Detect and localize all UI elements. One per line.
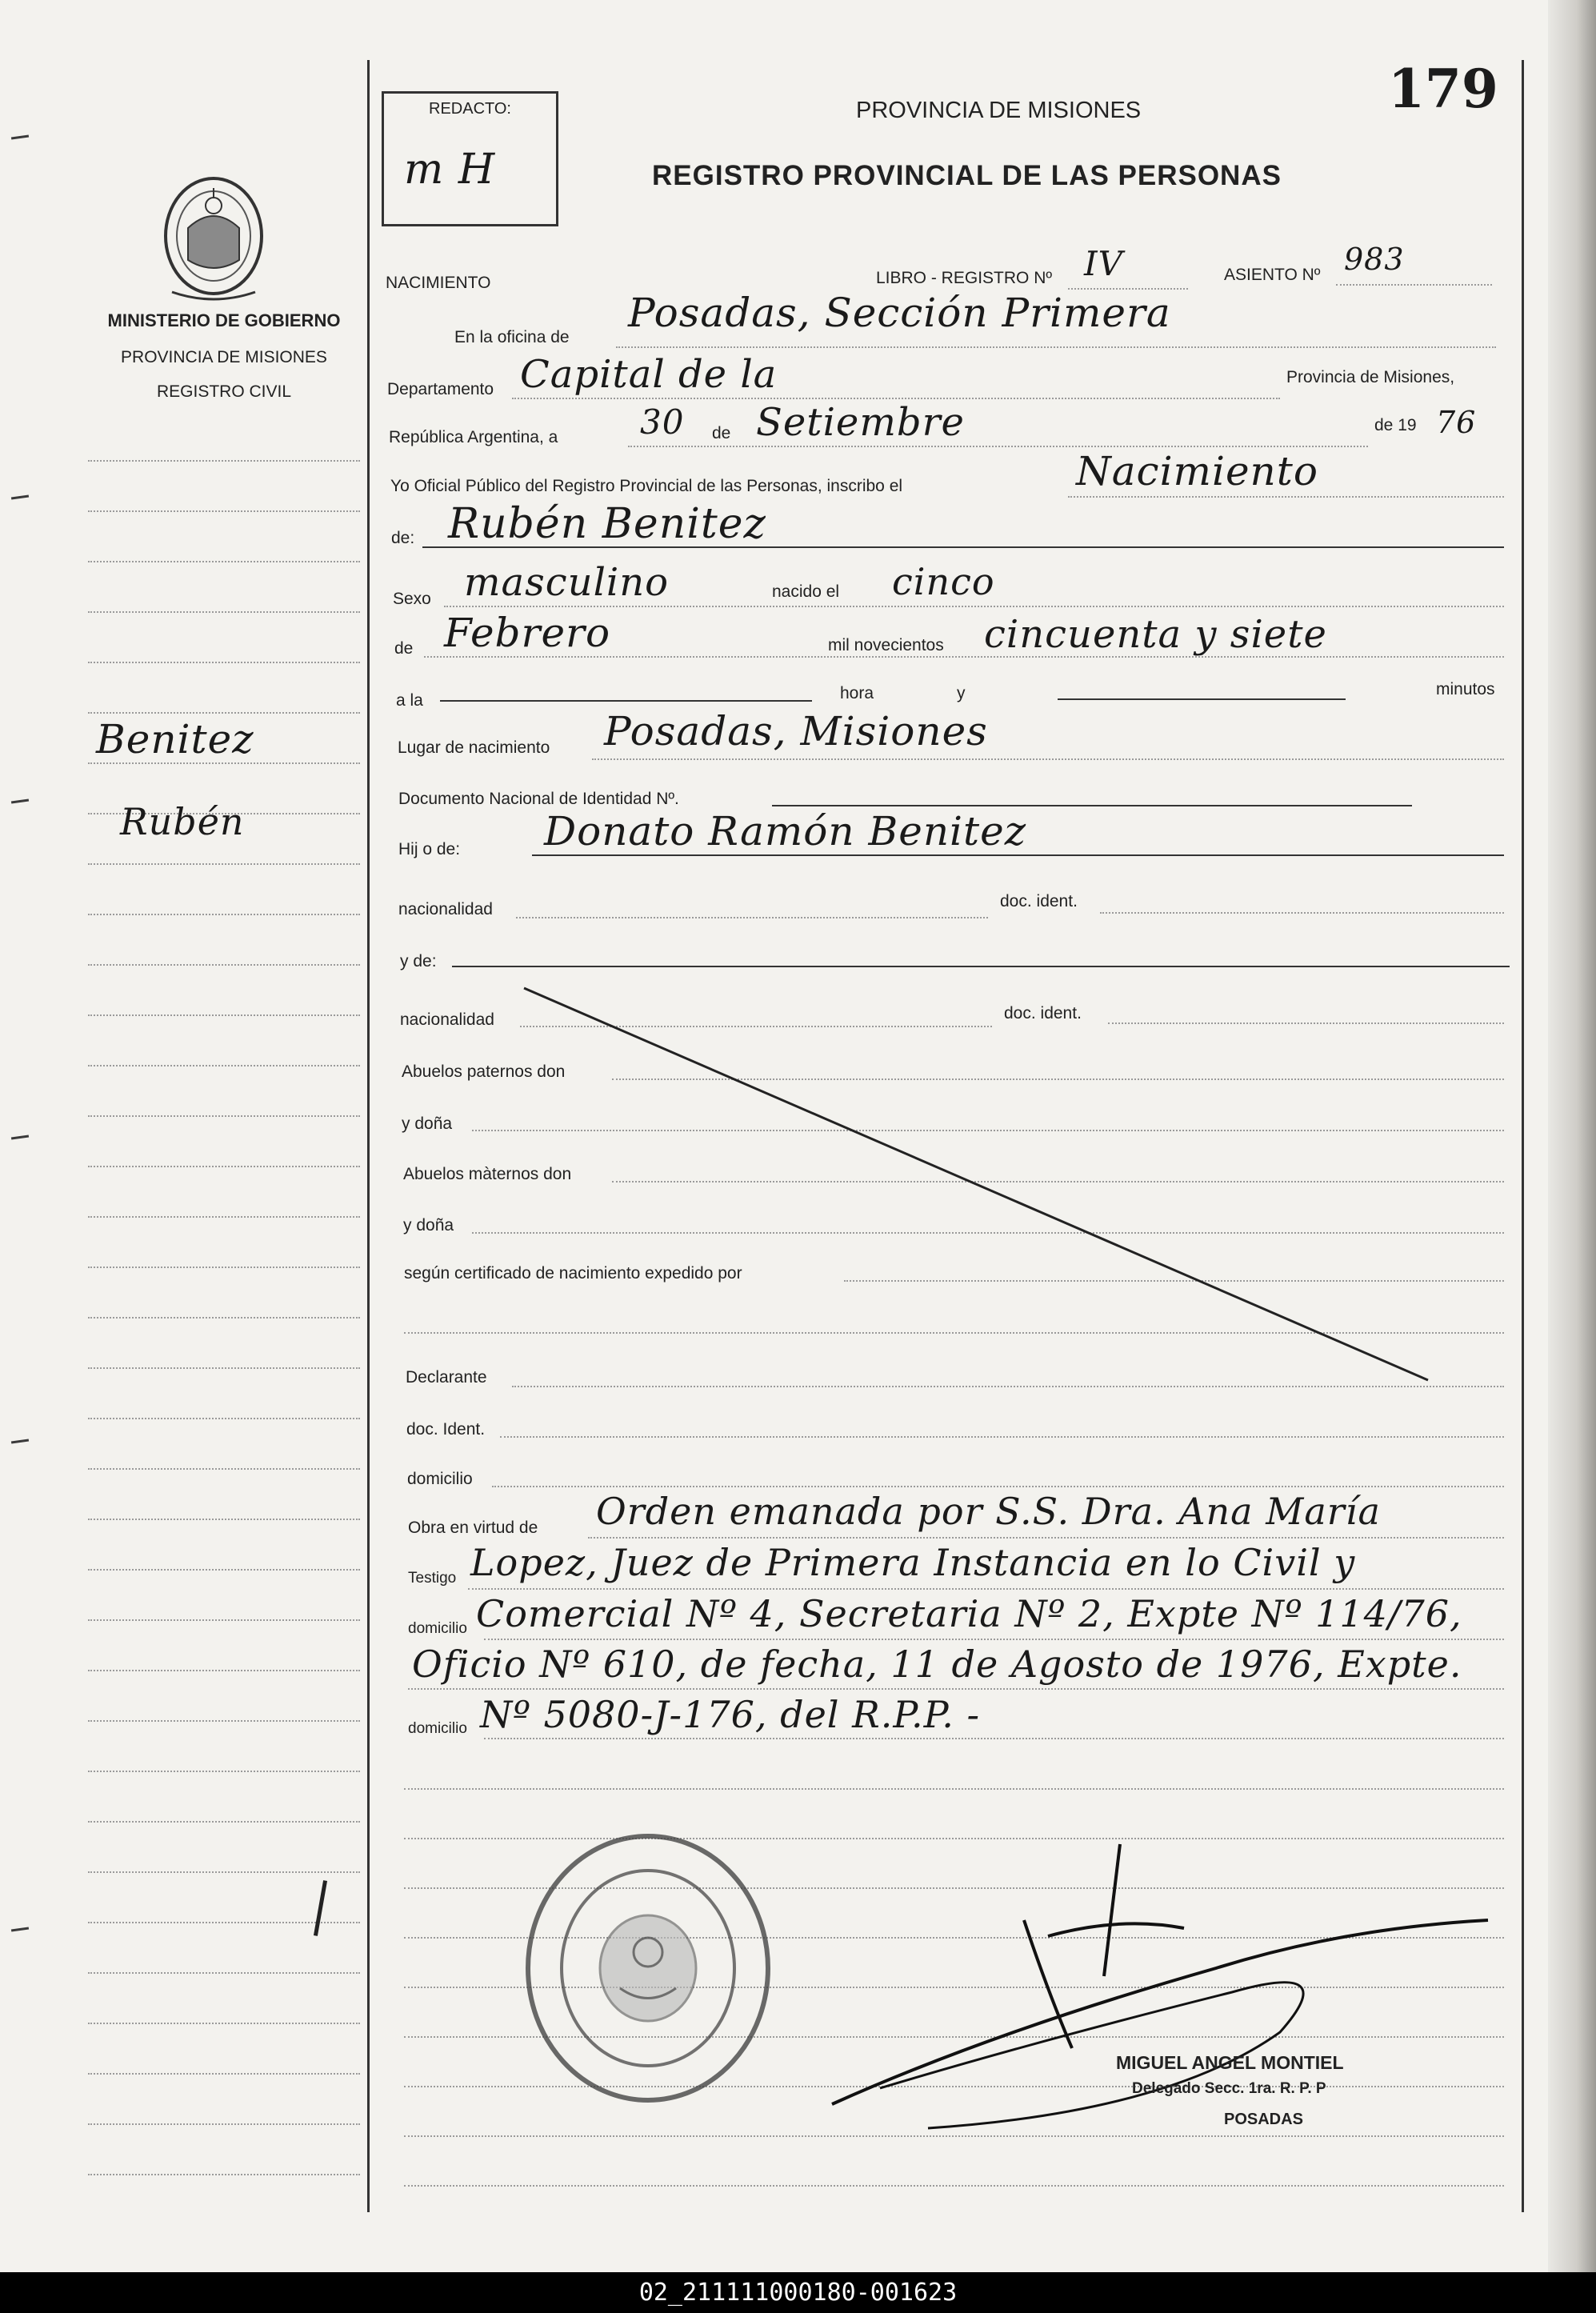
margin-ruled-line bbox=[88, 1771, 360, 1772]
domicilio3-label: domicilio bbox=[408, 1720, 467, 1737]
margin-ruled-line bbox=[88, 1166, 360, 1167]
lugar-value: Posadas, Misiones bbox=[604, 708, 988, 754]
note-line-3: Comercial Nº 4, Secretaria Nº 2, Expte Nº 114/76, bbox=[476, 1592, 1462, 1635]
ministry-label: MINISTERIO DE GOBIERNO bbox=[107, 310, 341, 330]
y-dona2-label: y doña bbox=[403, 1216, 454, 1235]
mes-line bbox=[424, 656, 1504, 658]
abuelos-maternos-label: Abuelos màternos don bbox=[403, 1165, 572, 1183]
oficial-text: Yo Oficial Público del Registro Provincial de las Personas, inscribo el bbox=[390, 477, 903, 495]
sexo-value: masculino bbox=[464, 560, 670, 605]
margin-ruled-line bbox=[88, 914, 360, 915]
document-code-footer: 02_211111000180-001623 bbox=[0, 2272, 1596, 2313]
day-value: 30 bbox=[640, 402, 685, 442]
province-title: PROVINCIA DE MISIONES bbox=[856, 98, 1142, 123]
asiento-line bbox=[1336, 284, 1492, 286]
margin-ruled-line bbox=[88, 561, 360, 562]
margin-ruled-line bbox=[88, 1317, 360, 1319]
libro-label: LIBRO - REGISTRO Nº bbox=[876, 269, 1053, 287]
a-la-label: a la bbox=[396, 691, 423, 710]
note-line-1: Orden emanada por S.S. Dra. Ana María bbox=[596, 1490, 1381, 1533]
margin-ruled-line bbox=[88, 863, 360, 865]
note-line bbox=[408, 1688, 1504, 1690]
margin-given-name: Rubén bbox=[120, 800, 245, 843]
domicilio-label: domicilio bbox=[407, 1470, 473, 1488]
act-type-label: NACIMIENTO bbox=[386, 274, 491, 292]
margin-ruled-line bbox=[88, 1670, 360, 1671]
oficina-label: En la oficina de bbox=[454, 328, 570, 346]
testigo-line bbox=[468, 1588, 1504, 1590]
oficina-value: Posadas, Sección Primera bbox=[628, 290, 1171, 336]
padre-line bbox=[532, 854, 1504, 856]
obra-label: Obra en virtud de bbox=[408, 1519, 538, 1537]
acto-line bbox=[1068, 496, 1504, 498]
binding-mark bbox=[11, 1927, 29, 1931]
margin-surname: Benitez bbox=[96, 716, 254, 762]
registry-title: REGISTRO PROVINCIAL DE LAS PERSONAS bbox=[652, 160, 1282, 191]
dni-label: Documento Nacional de Identidad Nº. bbox=[398, 790, 679, 808]
madre-line bbox=[452, 966, 1510, 967]
redacto-label: REDACTO: bbox=[429, 100, 511, 118]
libro-value: IV bbox=[1084, 244, 1123, 283]
margin-ruled-line bbox=[88, 2123, 360, 2125]
margin-ruled-line bbox=[88, 1014, 360, 1016]
margin-ruled-line bbox=[88, 712, 360, 714]
margin-ruled-line bbox=[88, 611, 360, 613]
margin-ruled-line bbox=[88, 762, 360, 764]
mes-nacimiento-value: Febrero bbox=[444, 610, 611, 656]
binding-mark bbox=[11, 494, 29, 499]
lugar-label: Lugar de nacimiento bbox=[398, 738, 550, 757]
margin-ruled-line bbox=[88, 1619, 360, 1621]
page-edge bbox=[1548, 0, 1596, 2272]
province-label: PROVINCIA DE MISIONES bbox=[121, 348, 327, 366]
de2-label: de: bbox=[391, 529, 415, 547]
doc-ident3-line bbox=[500, 1436, 1504, 1438]
binding-mark bbox=[11, 1439, 29, 1443]
signatory-title: Delegado Secc. 1ra. R. P. P bbox=[1132, 2080, 1326, 2097]
margin-ruled-line bbox=[88, 1569, 360, 1571]
margin-ruled-line bbox=[88, 1519, 360, 1520]
testigo-label: Testigo bbox=[408, 1570, 457, 1587]
lugar-line bbox=[592, 758, 1504, 760]
margin-ruled-line bbox=[88, 1115, 360, 1117]
dia-nacimiento-value: cinco bbox=[892, 560, 995, 603]
margin-ruled-line bbox=[88, 662, 360, 663]
doc-ident2-label: doc. ident. bbox=[1004, 1004, 1082, 1022]
redacto-box bbox=[382, 91, 558, 226]
year-value: 76 bbox=[1436, 405, 1477, 440]
nacionalidad2-label: nacionalidad bbox=[400, 1010, 494, 1029]
provincia-label: Provincia de Misiones, bbox=[1286, 368, 1455, 386]
abuelos-paternos-label: Abuelos paternos don bbox=[402, 1062, 566, 1081]
margin-ruled-line bbox=[88, 1367, 360, 1369]
margin-pen-mark bbox=[314, 1880, 327, 1936]
de-label: de bbox=[712, 424, 731, 442]
y-de-label: y de: bbox=[400, 952, 437, 970]
margin-ruled-line bbox=[88, 1065, 360, 1066]
domicilio3-line bbox=[484, 1738, 1504, 1739]
dni-line bbox=[772, 805, 1412, 806]
oficina-line bbox=[616, 346, 1496, 348]
domicilio2-line bbox=[484, 1639, 1504, 1640]
margin-ruled-line bbox=[88, 2073, 360, 2075]
mil-label: mil novecientos bbox=[828, 636, 944, 654]
asiento-label: ASIENTO Nº bbox=[1224, 266, 1321, 284]
redacto-initials: m H bbox=[404, 146, 496, 194]
declarante-line bbox=[512, 1386, 1504, 1387]
obra-line bbox=[588, 1537, 1504, 1539]
margin-ruled-line bbox=[88, 1468, 360, 1470]
binding-mark bbox=[11, 134, 29, 139]
padre-value: Donato Ramón Benitez bbox=[544, 808, 1027, 854]
sexo-line bbox=[444, 606, 1504, 607]
signatory-name: MIGUEL ANGEL MONTIEL bbox=[1116, 2052, 1344, 2073]
official-signature bbox=[784, 1840, 1520, 2160]
acto-value: Nacimiento bbox=[1076, 448, 1318, 494]
domicilio-line bbox=[492, 1486, 1504, 1487]
margin-ruled-line bbox=[88, 460, 360, 462]
right-frame-line bbox=[1522, 60, 1524, 2212]
doc-ident3-label: doc. Ident. bbox=[406, 1420, 486, 1439]
month-value: Setiembre bbox=[756, 400, 965, 445]
minutos-label: minutos bbox=[1436, 680, 1495, 698]
minutos-line bbox=[1058, 698, 1346, 700]
hora-label: hora bbox=[840, 684, 874, 702]
registry-label: REGISTRO CIVIL bbox=[156, 382, 292, 401]
name-line bbox=[422, 546, 1504, 548]
official-stamp bbox=[512, 1824, 784, 2112]
margin-ruled-line bbox=[88, 1871, 360, 1873]
margin-ruled-line bbox=[88, 1972, 360, 1974]
margin-ruled-line bbox=[88, 1267, 360, 1268]
segun-certificado-label: según certificado de nacimiento expedido por bbox=[404, 1264, 742, 1283]
signatory-city: POSADAS bbox=[1224, 2111, 1303, 2128]
folio-number: 179 bbox=[1388, 58, 1498, 120]
note-line-2: Lopez, Juez de Primera Instancia en lo Civil y bbox=[470, 1541, 1356, 1584]
margin-ruled-line bbox=[88, 510, 360, 512]
declarante-label: Declarante bbox=[406, 1368, 487, 1387]
y-label: y bbox=[957, 684, 966, 702]
margin-ruled-line bbox=[88, 2174, 360, 2175]
margin-ruled-line bbox=[88, 2023, 360, 2024]
republica-label: República Argentina, a bbox=[389, 428, 558, 446]
anio-nacimiento-value: cincuenta y siete bbox=[984, 612, 1327, 657]
margin-ruled-line bbox=[88, 1821, 360, 1823]
coat-of-arms-seal bbox=[156, 172, 272, 308]
nacionalidad-line bbox=[516, 917, 988, 918]
sexo-label: Sexo bbox=[393, 590, 431, 608]
margin-ruled-line bbox=[88, 1418, 360, 1419]
y-dona1-label: y doña bbox=[402, 1114, 453, 1133]
nacionalidad-label: nacionalidad bbox=[398, 900, 493, 918]
margin-ruled-line bbox=[88, 964, 360, 966]
fecha-line bbox=[628, 446, 1368, 447]
year-label: de 19 bbox=[1374, 416, 1417, 434]
doc-ident-line bbox=[1100, 912, 1504, 914]
domicilio2-label: domicilio bbox=[408, 1620, 467, 1637]
bottom-ruled-line bbox=[404, 1788, 1504, 1790]
margin-ruled-line bbox=[88, 1720, 360, 1722]
margin-ruled-line bbox=[88, 1216, 360, 1218]
bottom-ruled-line bbox=[404, 2185, 1504, 2187]
hijo-label: Hij o de: bbox=[398, 840, 461, 858]
cancel-strike-line bbox=[512, 976, 1440, 1392]
note-line-4: Oficio Nº 610, de fecha, 11 de Agosto de 1976, Expte. bbox=[412, 1643, 1462, 1686]
departamento-value: Capital de la bbox=[520, 352, 778, 397]
binding-mark bbox=[11, 1134, 29, 1139]
hora-line bbox=[440, 700, 812, 702]
binding-mark bbox=[11, 798, 29, 803]
departamento-line bbox=[512, 398, 1280, 399]
doc-ident-label: doc. ident. bbox=[1000, 892, 1078, 910]
note-line-5: Nº 5080-J-176, del R.P.P. - bbox=[480, 1693, 981, 1736]
asiento-value: 983 bbox=[1344, 242, 1405, 277]
departamento-label: Departamento bbox=[387, 380, 494, 398]
left-frame-line bbox=[367, 60, 370, 2212]
de3-label: de bbox=[394, 639, 414, 658]
nacido-label: nacido el bbox=[772, 582, 840, 601]
person-name-value: Rubén Benitez bbox=[448, 500, 766, 548]
